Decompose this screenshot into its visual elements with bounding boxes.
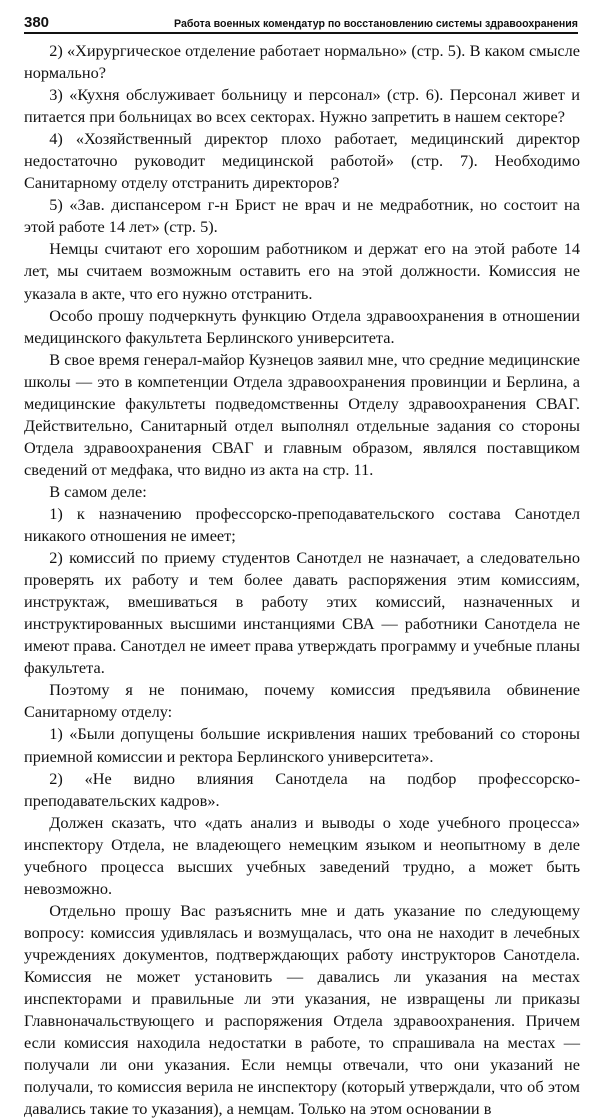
paragraph: Немцы считают его хорошим работником и держат его на этой работе 14 лет, мы считаем возможным оставить его на этой должности. Комиссия не указала в акте, что его нужно отстранить. (24, 239, 580, 303)
paragraph: 2) «Хирургическое отделение работает нормально» (стр. 5). В каком смысле нормально? (24, 41, 580, 83)
paragraph: Поэтому я не понимаю, почему комиссия предъявила обвинение Санитарному отделу: (24, 680, 580, 722)
page-header (24, 10, 578, 34)
paragraph: 1) «Были допущены большие искривления наших требований со стороны приемной комиссии и ректора Берлинского университета». (24, 724, 580, 766)
body-text (24, 40, 580, 1120)
paragraph: 1) к назначению профессорско-преподавательского состава Санотдел никакого отношения не имеет; (24, 503, 580, 546)
paragraph: Должен сказать, что «дать анализ и выводы о ходе учебного процесса» инспектору Отдела, не владеющего немецким языком и неопытному в деле учебного процесса высших учебных заведений трудно, а может быть невозможно. (24, 812, 580, 898)
paragraph: В свое время генерал-майор Кузнецов заявил мне, что средние медицинские школы — это в компетенции Отдела здравоохранения провинции и Берлина, а медицинские факультеты подведомственны Отделу здравоохранения СВАГ. Действительно, Санитарный отдел выполнял отдельные задания со стороны Отдела здравоохранения СВАГ и главным образом, являлся поставщиком сведений от медфака, что видно из акта на стр. 11. (24, 349, 580, 479)
paragraph: В самом деле: (49, 481, 147, 501)
paragraph: Отдельно прошу Вас разъяснить мне и дать указание по следующему вопросу: комиссия удивлялась и возмущалась, что она не находит в лечебных учреждениях документов, подтверждающих работу инструкторов Санотдела. Комиссия не может установить — давались ли указания на местах инспекторами и правильные ли эти указания, не извращены ли приказы Главноначальствующего и распоряжения Отдела здравоохранения. Причем если комиссия находила недостатки в работе, то спрашивала на местах — получали ли они указания. Если немцы отвечали, что они указаний не получали, то комиссия верила не инспектору (который утверждали, что об этом давались такие то указания), а немцам. Только на этом основании в (24, 900, 580, 1119)
paragraph: Особо прошу подчеркнуть функцию Отдела здравоохранения в отношении медицинского факультета Берлинского университета. (24, 305, 580, 347)
paragraph: 2) «Не видно влияния Санотдела на подбор профессорско-преподавательских кадров». (24, 768, 580, 810)
paragraph: 5) «Зав. диспансером г-н Брист не врач и не медработник, но состоит на этой работе 14 лет» (стр. 5). (24, 195, 580, 237)
page-number: 380 (24, 14, 50, 31)
paragraph: 3) «Кухня обслуживает больницу и персонал» (стр. 6). Персонал живет и питается при больницах во всех секторах. Нужно запретить в нашем секторе? (24, 85, 580, 127)
paragraph: 2) комиссий по приему студентов Санотдел не назначает, а следовательно проверять их работу и тем более давать распоряжения этим комиссиям, инструктаж, вмешиваться в работу этих комиссий, назначенных и инструктированных высшими инстанциями СВА — работники Санотдела не имеют права. Санотдел не имеет права утверждать программу и учебные планы факультета. (24, 548, 580, 678)
running-title: Работа военных комендатур по восстановлению системы здравоохранения (174, 18, 578, 30)
paragraph: 4) «Хозяйственный директор плохо работает, медицинский директор недостаточно руководит медицинской работой» (стр. 7). Необходимо Санитарному отделу отстранить директоров? (24, 129, 580, 193)
